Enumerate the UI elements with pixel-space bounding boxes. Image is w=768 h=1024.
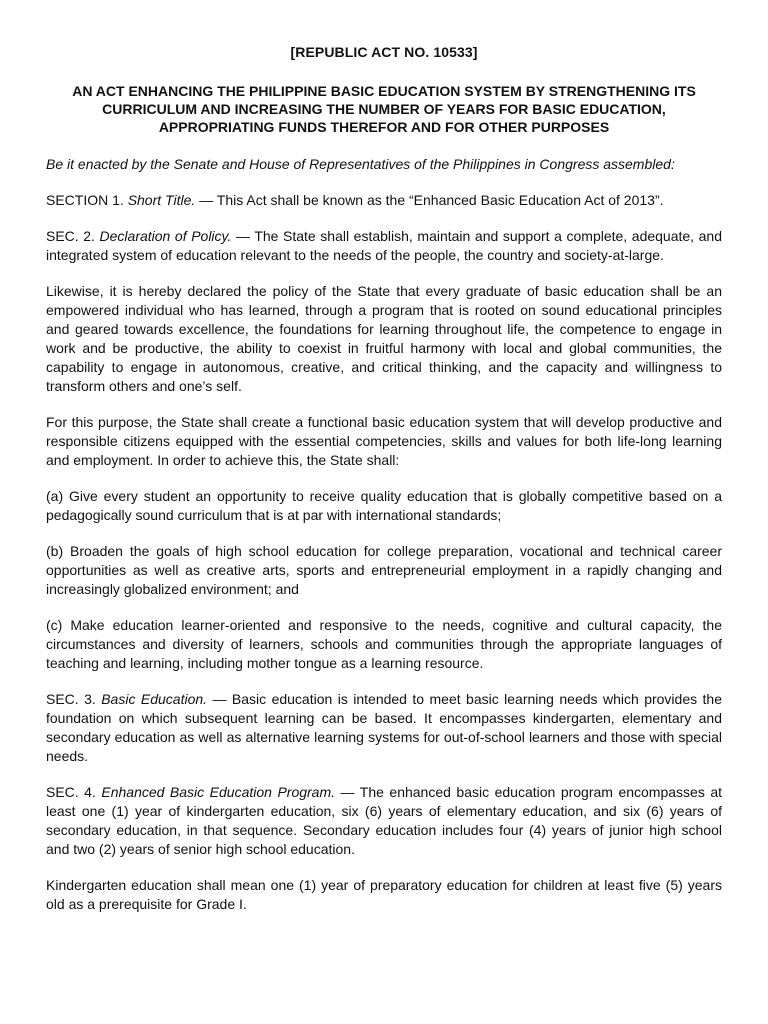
list-item-b: (b) Broaden the goals of high school education for college preparation, vocational and technical career opportunities as well as creative arts, sports and entrepreneurial employment in a rapidly changing and increasingly globalized environment; and bbox=[46, 543, 722, 597]
section-text: — The enhanced basic education program encompasses at least one (1) year of kindergarten education, six (6) years of elementary education, and six (6) years of secondary education, in that sequence. Secondary education includes four (4) years of junior high school and two (2) years of senior high school education. bbox=[46, 784, 723, 857]
section-label: SECTION 1. bbox=[46, 192, 124, 208]
section-heading: Basic Education. bbox=[101, 691, 208, 707]
section-label: SEC. 3. bbox=[46, 691, 96, 707]
section-4 bbox=[46, 783, 722, 859]
section-heading: Declaration of Policy. bbox=[99, 228, 232, 244]
section-label: SEC. 2. bbox=[46, 228, 95, 244]
list-item-c: (c) Make education learner-oriented and responsive to the needs, cognitive and cultural capacity, the circumstances and diversity of learners, schools and communities through the appropriate languages of teaching and learning, including mother tongue as a learning resource. bbox=[46, 617, 722, 671]
paragraph-purpose: For this purpose, the State shall create a functional basic education system that will develop productive and responsible citizens equipped with the essential competencies, skills and values for both life-long learning and employment. In order to achieve this, the State shall: bbox=[46, 414, 722, 468]
section-text: — Basic education is intended to meet basic learning needs which provides the foundation on which subsequent learning can be based. It encompasses kindergarten, elementary and secondary education as well as alternative learning systems for out-of-school learners and those with special needs. bbox=[46, 691, 722, 764]
section-1 bbox=[46, 191, 722, 210]
section-label: SEC. 4. bbox=[46, 784, 96, 800]
list-item-a: (a) Give every student an opportunity to receive quality education that is globally competitive based on a pedagogically sound curriculum that is at par with international standards; bbox=[46, 488, 722, 523]
section-text: — This Act shall be known as the “Enhanced Basic Education Act of 2013”. bbox=[199, 192, 664, 208]
act-number: [REPUBLIC ACT NO. 10533] bbox=[290, 44, 478, 60]
section-2 bbox=[46, 227, 722, 265]
section-heading: Short Title. bbox=[127, 192, 196, 208]
section-heading: Enhanced Basic Education Program. bbox=[101, 784, 336, 800]
act-title: AN ACT ENHANCING THE PHILIPPINE BASIC EDUCATION SYSTEM BY STRENGTHENING ITS CURRICULUM AND INCREASING THE NUMBER OF YEARS FOR BASIC EDUCATION, APPROPRIATING FUNDS THEREFOR AND FOR OTHER PURPOSES bbox=[72, 83, 696, 135]
paragraph-likewise: Likewise, it is hereby declared the policy of the State that every graduate of basic education shall be an empowered individual who has learned, through a program that is rooted on sound educational principles and geared towards excellence, the foundations for learning throughout life, the competence to engage in work and be productive, the ability to coexist in fruitful harmony with local and global communities, the capability to engage in autonomous, creative, and critical thinking, and the capacity and willingness to transform others and one’s self. bbox=[46, 283, 722, 394]
section-text: — The State shall establish, maintain and support a complete, adequate, and integrated system of education relevant to the needs of the people, the country and society-at-large. bbox=[46, 228, 723, 263]
enacting-clause: Be it enacted by the Senate and House of Representatives of the Philippines in Congress assembled: bbox=[46, 156, 675, 172]
paragraph-kindergarten: Kindergarten education shall mean one (1) year of preparatory education for children at least five (5) years old as a prerequisite for Grade I. bbox=[46, 877, 722, 912]
document-body bbox=[46, 155, 722, 931]
section-3 bbox=[46, 690, 722, 766]
